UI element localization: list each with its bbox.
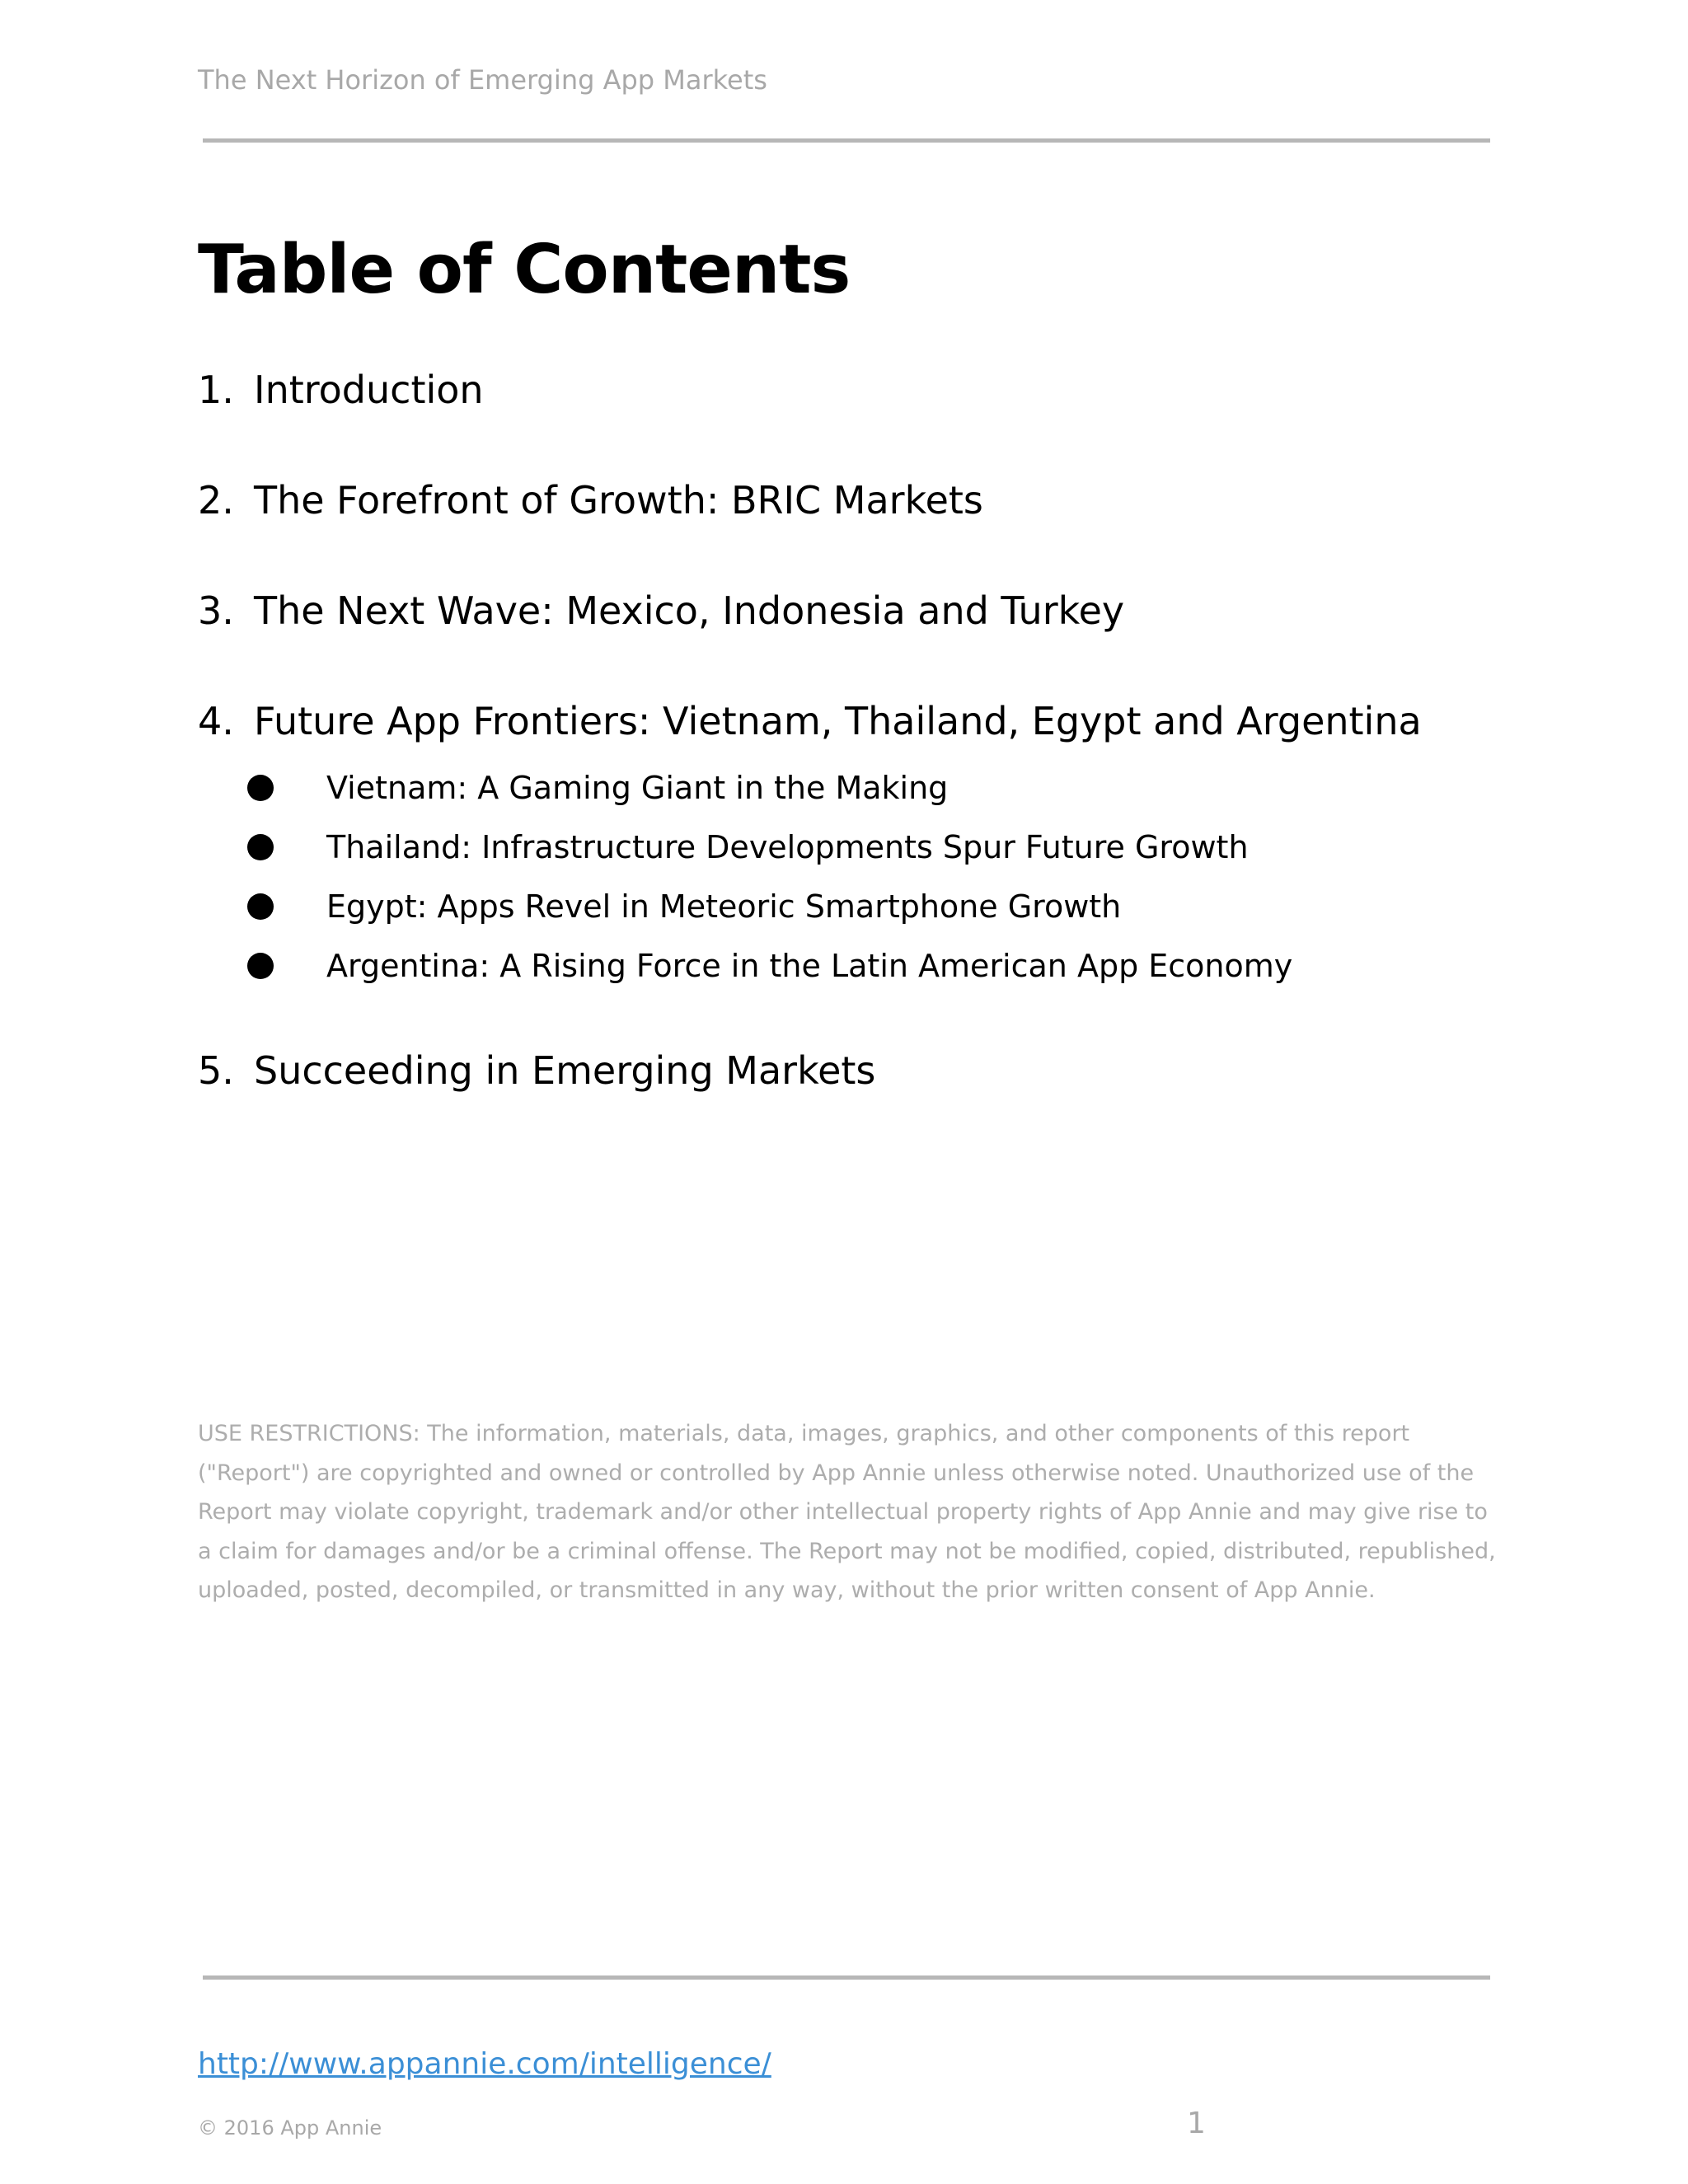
toc-item-number: 1. xyxy=(198,368,234,412)
toc-item-next-wave[interactable] xyxy=(198,588,1124,633)
bullet-icon xyxy=(247,775,274,801)
bullet-icon xyxy=(247,953,274,979)
header-divider xyxy=(203,138,1490,143)
toc-item-label: Introduction xyxy=(254,368,484,412)
toc-subitem-argentina[interactable] xyxy=(247,948,1292,984)
toc-item-label: Succeeding in Emerging Markets xyxy=(254,1048,876,1093)
toc-item-label: Future App Frontiers: Vietnam, Thailand, Egypt and Argentina xyxy=(254,699,1422,743)
footer-link[interactable]: http://www.appannie.com/intelligence/ xyxy=(198,2047,771,2081)
toc-subitem-label: Argentina: A Rising Force in the Latin American App Economy xyxy=(326,948,1293,984)
toc-subitem-label: Vietnam: A Gaming Giant in the Making xyxy=(326,770,949,806)
toc-subitem-label: Egypt: Apps Revel in Meteoric Smartphone Growth xyxy=(326,888,1122,925)
toc-item-number: 5. xyxy=(198,1048,234,1093)
running-header: The Next Horizon of Emerging App Markets xyxy=(198,64,767,96)
toc-item-label: The Forefront of Growth: BRIC Markets xyxy=(254,478,983,523)
toc-item-introduction[interactable] xyxy=(198,368,484,412)
page-number: 1 xyxy=(1187,2107,1206,2140)
toc-item-bric-markets[interactable] xyxy=(198,478,983,523)
toc-item-number: 4. xyxy=(198,699,234,743)
toc-subitem-egypt[interactable] xyxy=(247,888,1121,925)
bullet-icon xyxy=(247,893,274,920)
toc-subitem-label: Thailand: Infrastructure Developments Spur Future Growth xyxy=(326,829,1249,865)
toc-item-number: 3. xyxy=(198,588,234,633)
page-title: Table of Contents xyxy=(198,231,851,309)
footer-divider xyxy=(203,1975,1490,1980)
bullet-icon xyxy=(247,834,274,860)
use-restrictions-notice: USE RESTRICTIONS: The information, materials, data, images, graphics, and other components of this report ("Report") are copyrighted and owned or controlled by App Annie unless otherwise noted. Unauthorized use of the Report may violate copyright, trademark and/or other intellectual property rights of App Annie and may give rise to a claim for damages and/or be a criminal offense. The Report may not be modified, copied, distributed, republished, uploaded, posted, decompiled, or transmitted in any way, without the prior written consent of App Annie. xyxy=(198,1421,1496,1603)
toc-item-future-frontiers[interactable] xyxy=(198,699,1422,743)
toc-item-label: The Next Wave: Mexico, Indonesia and Turkey xyxy=(254,588,1125,633)
toc-subitem-vietnam[interactable] xyxy=(247,770,948,806)
toc-item-succeeding[interactable] xyxy=(198,1048,875,1093)
toc-subitem-thailand[interactable] xyxy=(247,829,1249,865)
copyright: © 2016 App Annie xyxy=(198,2116,382,2139)
toc-item-number: 2. xyxy=(198,478,234,523)
